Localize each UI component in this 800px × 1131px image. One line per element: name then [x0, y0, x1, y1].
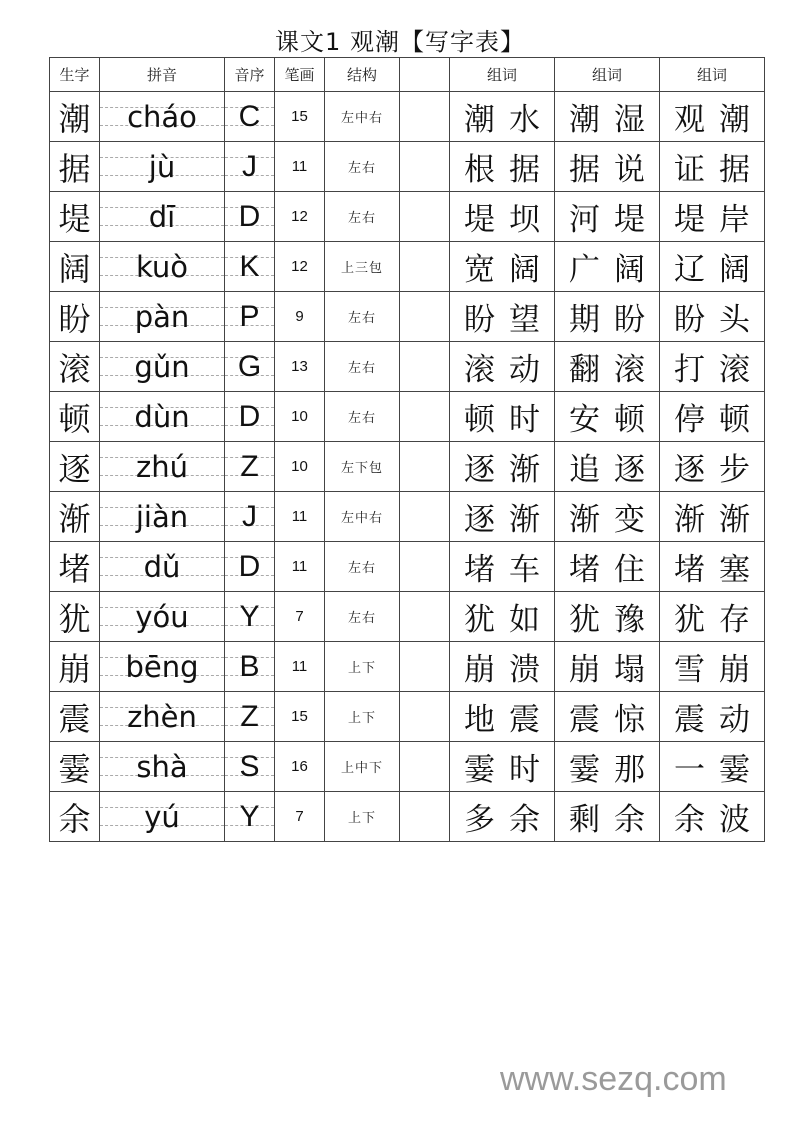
strokes-cell: 7	[275, 592, 325, 642]
table-row	[50, 292, 765, 342]
pinyin-cell	[100, 92, 225, 142]
structure-cell: 左右	[325, 142, 400, 192]
table-row	[50, 342, 765, 392]
word-cell-2: 渐变	[555, 492, 660, 542]
table-row	[50, 192, 765, 242]
header-structure: 结构	[325, 58, 400, 92]
word-cell-3: 堤岸	[660, 192, 765, 242]
pinyin-cell	[100, 342, 225, 392]
table-row	[50, 692, 765, 742]
structure-cell: 左中右	[325, 92, 400, 142]
character-cell: 渐	[50, 492, 100, 542]
word-cell-3: 辽阔	[660, 242, 765, 292]
word-cell-3: 堵塞	[660, 542, 765, 592]
word-cell-1: 霎时	[450, 742, 555, 792]
structure-cell: 左右	[325, 392, 400, 442]
strokes-cell: 7	[275, 792, 325, 842]
blank-cell	[400, 392, 450, 442]
strokes-cell: 11	[275, 142, 325, 192]
structure-cell: 左右	[325, 592, 400, 642]
blank-cell	[400, 492, 450, 542]
character-cell: 崩	[50, 642, 100, 692]
word-cell-2: 广阔	[555, 242, 660, 292]
blank-cell	[400, 92, 450, 142]
initial-letter: Y	[239, 799, 260, 833]
initial-letter: Z	[240, 699, 259, 733]
structure-cell: 上下	[325, 792, 400, 842]
header-words-2: 组词	[555, 58, 660, 92]
character-table	[49, 57, 765, 842]
word-cell-2: 河堤	[555, 192, 660, 242]
word-cell-1: 崩溃	[450, 642, 555, 692]
initial-cell	[225, 592, 275, 642]
character-cell: 顿	[50, 392, 100, 442]
character-cell: 堤	[50, 192, 100, 242]
word-cell-1: 堤坝	[450, 192, 555, 242]
header-strokes: 笔画	[275, 58, 325, 92]
table-row	[50, 492, 765, 542]
initial-cell	[225, 192, 275, 242]
pinyin-cell	[100, 492, 225, 542]
pinyin-cell	[100, 292, 225, 342]
strokes-cell: 11	[275, 642, 325, 692]
initial-cell	[225, 492, 275, 542]
pinyin-text: dùn	[134, 399, 190, 434]
initial-letter: Y	[239, 599, 260, 633]
word-cell-2: 翻滚	[555, 342, 660, 392]
pinyin-text: kuò	[135, 249, 189, 284]
character-cell: 余	[50, 792, 100, 842]
strokes-cell: 15	[275, 692, 325, 742]
strokes-cell: 11	[275, 542, 325, 592]
word-cell-2: 犹豫	[555, 592, 660, 642]
strokes-cell: 10	[275, 442, 325, 492]
pinyin-text: gǔn	[134, 349, 190, 384]
word-cell-3: 一霎	[660, 742, 765, 792]
pinyin-cell	[100, 142, 225, 192]
pinyin-text: jù	[148, 149, 176, 184]
header-row	[50, 58, 765, 92]
watermark: www.sezq.com	[500, 1060, 727, 1098]
word-cell-3: 余波	[660, 792, 765, 842]
structure-cell: 左右	[325, 192, 400, 242]
word-cell-1: 逐渐	[450, 492, 555, 542]
initial-cell	[225, 142, 275, 192]
initial-letter: Z	[240, 449, 259, 483]
blank-cell	[400, 542, 450, 592]
blank-cell	[400, 292, 450, 342]
word-cell-1: 盼望	[450, 292, 555, 342]
structure-cell: 上下	[325, 692, 400, 742]
word-cell-2: 潮湿	[555, 92, 660, 142]
initial-letter: J	[242, 149, 257, 183]
pinyin-text: yóu	[135, 599, 189, 634]
table-row	[50, 742, 765, 792]
structure-cell: 左右	[325, 292, 400, 342]
table-row	[50, 442, 765, 492]
initial-cell	[225, 442, 275, 492]
word-cell-2: 震惊	[555, 692, 660, 742]
pinyin-text: shà	[136, 749, 188, 784]
pinyin-text: jiàn	[135, 499, 189, 534]
initial-cell	[225, 792, 275, 842]
initial-cell	[225, 292, 275, 342]
word-cell-1: 滚动	[450, 342, 555, 392]
word-cell-1: 根据	[450, 142, 555, 192]
word-cell-3: 证据	[660, 142, 765, 192]
initial-letter: D	[238, 399, 261, 433]
character-cell: 盼	[50, 292, 100, 342]
word-cell-1: 犹如	[450, 592, 555, 642]
strokes-cell: 15	[275, 92, 325, 142]
word-cell-2: 霎那	[555, 742, 660, 792]
header-char: 生字	[50, 58, 100, 92]
initial-cell	[225, 392, 275, 442]
blank-cell	[400, 592, 450, 642]
word-cell-1: 堵车	[450, 542, 555, 592]
initial-letter: P	[239, 299, 260, 333]
word-cell-3: 停顿	[660, 392, 765, 442]
table-row	[50, 592, 765, 642]
pinyin-cell	[100, 442, 225, 492]
table-row	[50, 142, 765, 192]
pinyin-text: cháo	[127, 99, 197, 134]
character-cell: 犹	[50, 592, 100, 642]
pinyin-cell	[100, 192, 225, 242]
pinyin-cell	[100, 792, 225, 842]
table-row	[50, 242, 765, 292]
character-cell: 潮	[50, 92, 100, 142]
table-row	[50, 392, 765, 442]
blank-cell	[400, 192, 450, 242]
header-words-3: 组词	[660, 58, 765, 92]
initial-cell	[225, 692, 275, 742]
word-cell-3: 雪崩	[660, 642, 765, 692]
character-cell: 霎	[50, 742, 100, 792]
word-cell-3: 渐渐	[660, 492, 765, 542]
strokes-cell: 12	[275, 242, 325, 292]
word-cell-3: 打滚	[660, 342, 765, 392]
table-row	[50, 92, 765, 142]
table-row	[50, 792, 765, 842]
pinyin-text: zhèn	[127, 699, 197, 734]
header-pinyin: 拼音	[100, 58, 225, 92]
word-cell-3: 震动	[660, 692, 765, 742]
character-cell: 震	[50, 692, 100, 742]
word-cell-2: 据说	[555, 142, 660, 192]
pinyin-cell	[100, 692, 225, 742]
structure-cell: 左右	[325, 542, 400, 592]
pinyin-cell	[100, 542, 225, 592]
initial-letter: J	[242, 499, 257, 533]
strokes-cell: 11	[275, 492, 325, 542]
structure-cell: 左右	[325, 342, 400, 392]
table-row	[50, 542, 765, 592]
structure-cell: 左下包	[325, 442, 400, 492]
header-words-1: 组词	[450, 58, 555, 92]
strokes-cell: 13	[275, 342, 325, 392]
pinyin-cell	[100, 742, 225, 792]
initial-cell	[225, 542, 275, 592]
word-cell-2: 剩余	[555, 792, 660, 842]
structure-cell: 上中下	[325, 742, 400, 792]
strokes-cell: 16	[275, 742, 325, 792]
initial-cell	[225, 342, 275, 392]
blank-cell	[400, 142, 450, 192]
initial-letter: D	[238, 199, 261, 233]
initial-letter: D	[238, 549, 261, 583]
table-row	[50, 642, 765, 692]
pinyin-text: dī	[148, 199, 176, 234]
structure-cell: 上三包	[325, 242, 400, 292]
character-cell: 堵	[50, 542, 100, 592]
blank-cell	[400, 242, 450, 292]
word-cell-3: 盼头	[660, 292, 765, 342]
initial-letter: K	[239, 249, 260, 283]
word-cell-2: 堵住	[555, 542, 660, 592]
pinyin-text: dǔ	[143, 549, 181, 584]
blank-cell	[400, 642, 450, 692]
initial-letter: G	[237, 349, 262, 383]
pinyin-cell	[100, 242, 225, 292]
word-cell-1: 宽阔	[450, 242, 555, 292]
initial-cell	[225, 242, 275, 292]
pinyin-text: zhú	[136, 449, 188, 484]
character-cell: 逐	[50, 442, 100, 492]
page-title: 课文1 观潮【写字表】	[275, 28, 525, 56]
pinyin-cell	[100, 392, 225, 442]
initial-letter: S	[239, 749, 260, 783]
word-cell-3: 观潮	[660, 92, 765, 142]
pinyin-cell	[100, 642, 225, 692]
strokes-cell: 12	[275, 192, 325, 242]
strokes-cell: 9	[275, 292, 325, 342]
character-cell: 据	[50, 142, 100, 192]
pinyin-text: yú	[144, 799, 180, 834]
word-cell-2: 期盼	[555, 292, 660, 342]
initial-cell	[225, 642, 275, 692]
pinyin-text: bēng	[125, 649, 199, 684]
word-cell-2: 追逐	[555, 442, 660, 492]
word-cell-1: 顿时	[450, 392, 555, 442]
blank-cell	[400, 442, 450, 492]
structure-cell: 上下	[325, 642, 400, 692]
strokes-cell: 10	[275, 392, 325, 442]
blank-cell	[400, 342, 450, 392]
word-cell-1: 潮水	[450, 92, 555, 142]
pinyin-text: pàn	[134, 299, 190, 334]
initial-letter: C	[238, 99, 261, 133]
initial-cell	[225, 92, 275, 142]
word-cell-2: 安顿	[555, 392, 660, 442]
character-cell: 阔	[50, 242, 100, 292]
word-cell-1: 多余	[450, 792, 555, 842]
word-cell-1: 逐渐	[450, 442, 555, 492]
initial-letter: B	[239, 649, 260, 683]
blank-cell	[400, 792, 450, 842]
header-blank	[400, 58, 450, 92]
header-initial: 音序	[225, 58, 275, 92]
blank-cell	[400, 742, 450, 792]
character-cell: 滚	[50, 342, 100, 392]
structure-cell: 左中右	[325, 492, 400, 542]
word-cell-2: 崩塌	[555, 642, 660, 692]
word-cell-3: 犹存	[660, 592, 765, 642]
pinyin-cell	[100, 592, 225, 642]
word-cell-3: 逐步	[660, 442, 765, 492]
blank-cell	[400, 692, 450, 742]
word-cell-1: 地震	[450, 692, 555, 742]
initial-cell	[225, 742, 275, 792]
